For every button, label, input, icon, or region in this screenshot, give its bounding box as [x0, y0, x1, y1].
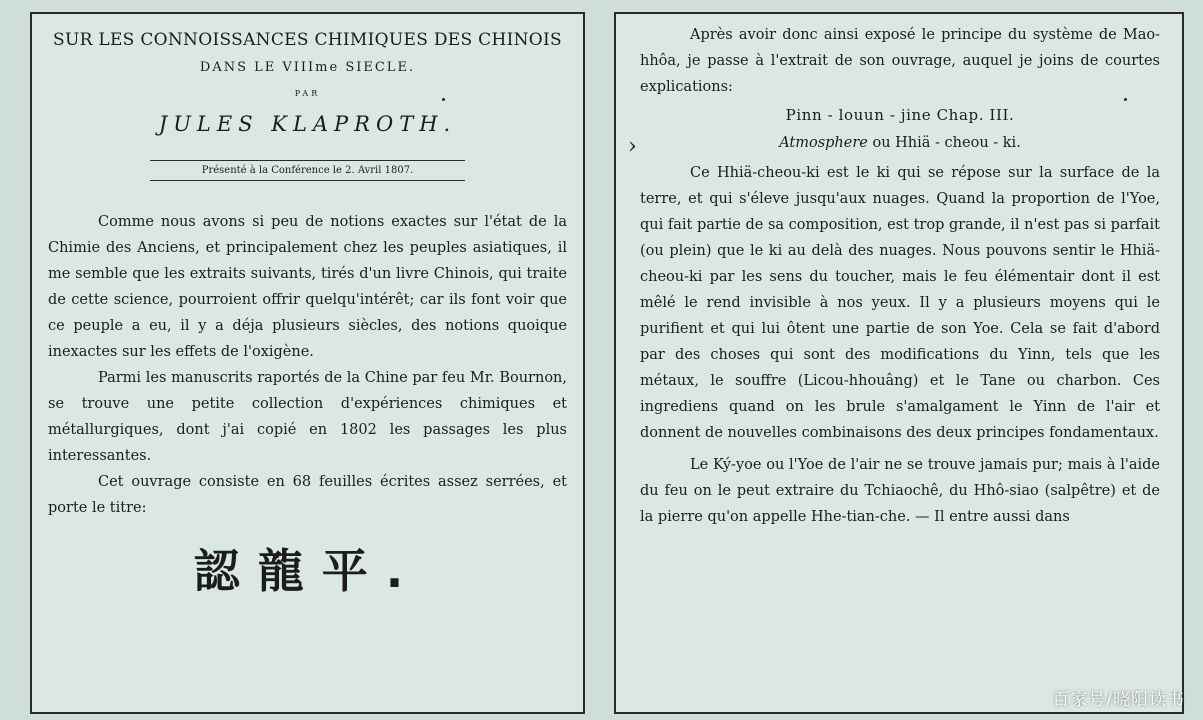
right-page: [614, 12, 1184, 714]
left-body: [48, 209, 567, 521]
paragraph: Le Ký-yoe ou l'Yoe de l'air ne se trouve jamais pur; mais à l'aide du feu on le peut extraire du Tchiaochê, du Hhô-siao (salpêtre) et de la pierre qu'on appelle Hhe-tian-che. — Il entre aussi dans: [640, 457, 1160, 525]
paragraph: Cet ouvrage consiste en 68 feuilles écrites assez serrées, et porte le titre:: [48, 474, 567, 516]
by-label: PAR: [294, 89, 321, 98]
paragraph: Ce Hhiä-cheou-ki est le ki qui se répose sur la surface de la terre, et qui s'éleve jusqu'aux nuages. Quand la proportion de l'Yoe, qui fait partie de sa composition, est trop grande, il n'est pas si parfait (ou plein) que le ki au delà des nuages. Nous pouvons sentir le Hhiä-cheou-ki par les sens du toucher, mais le feu élémentair dont il est mêlé le rend invisible à nos yeux. Il y a plusieurs moyens qui le purifient et qui lui ôtent une partie de son Yoe. Cela se fait d'abord par des choses qui sont des modifications du Yinn, tels que les métaux, le souffre (Licou-hhouâng) et le Tane ou charbon. Ces ingrediens quand on les brule s'amalgament le Yinn de l'air et donnent de nouvelles combinaisons des deux principes fondamentaux.: [640, 165, 1160, 441]
section-heading: [640, 130, 1160, 156]
presented-note: Présenté à la Conférence le 2. Avril 1807.: [150, 160, 465, 181]
author-name: JULES KLAPROTH.: [158, 112, 457, 136]
intro-paragraph: Après avoir donc ainsi exposé le principe du système de Mao-hhôa, je passe à l'extrait de son ouvrage, auquel je joins de courtes explications:: [640, 27, 1160, 95]
chinese-title: 認龍平.: [193, 544, 422, 598]
paragraph: Parmi les manuscrits raportés de la Chine par feu Mr. Bournon, se trouve une petite collection d'expériences chimiques et métallurgiques, dont j'ai copié en 1802 les passages les plus interessantes.: [48, 370, 567, 464]
left-page: [30, 12, 585, 714]
paragraph: Comme nous avons si peu de notions exactes sur l'état de la Chimie des Anciens, et principalement chez les peuples asiatiques, il me semble que les extraits suivants, tirés d'un livre Chinois, qui traite de cette science, pourroient offrir quelqu'intérêt; car ils font voir que ce peuple a eu, il y a déja plusieurs siècles, des notions quoique inexactes sur les effets de l'oxigène.: [48, 214, 567, 360]
ink-spot: [442, 98, 445, 101]
chapter-heading: Pinn - louun - jine Chap. III.: [785, 106, 1015, 124]
watermark: 百家号/晓阳读书: [1052, 690, 1185, 710]
article-subtitle: DANS LE VIIIme SIECLE.: [199, 60, 416, 75]
ink-spot: [1124, 98, 1127, 101]
article-title: SUR LES CONNOISSANCES CHIMIQUES DES CHINOIS: [53, 30, 562, 50]
margin-mark-icon: ›: [628, 134, 637, 159]
right-body: [640, 22, 1160, 530]
section-heading-italic: Atmosphere: [779, 135, 868, 151]
section-heading-rest: ou Hhiä - cheou - ki.: [867, 135, 1021, 151]
